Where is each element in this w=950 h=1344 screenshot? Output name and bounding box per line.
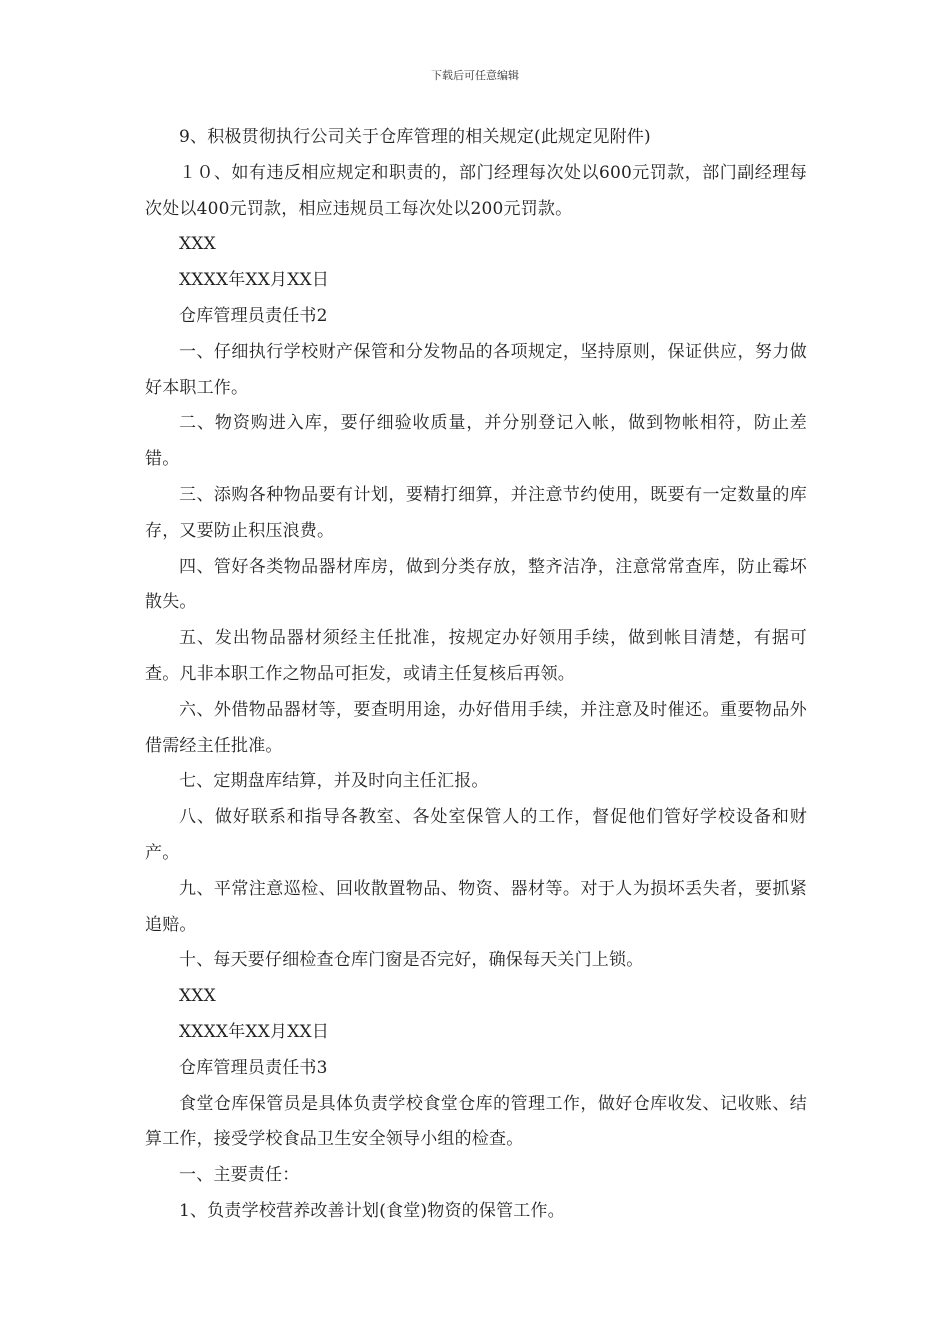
paragraph-intro: 食堂仓库保管员是具体负责学校食堂仓库的管理工作，做好仓库收发、记收账、结算工作，接受学校食品卫生安全领导小组的检查。 [145,1093,807,1150]
paragraph-item-4: 四、管好各类物品器材库房，做到分类存放，整齐洁净，注意常常查库，防止霉坏散失。 [145,556,807,613]
paragraph-item-9: 九、平常注意巡检、回收散置物品、物资、器材等。对于人为损坏丢失者，要抓紧追赔。 [145,878,807,935]
subsection-heading: 一、主要责任： [179,1165,300,1186]
paragraph-item-1: 一、仔细执行学校财产保管和分发物品的各项规定，坚持原则，保证供应，努力做好本职工作。 [145,341,807,398]
paragraph-item-5: 五、发出物品器材须经主任批准，按规定办好领用手续，做到帐目清楚，有据可查。凡非本职工作之物品可拒发，或请主任复核后再领。 [145,628,807,684]
paragraph-item-7: 七、定期盘库结算，并及时向主任汇报。 [179,771,489,792]
paragraph-item-6: 六、外借物品器材等，要查明用途，办好借用手续，并注意及时催还。重要物品外借需经主任批准。 [145,699,807,756]
section-title-2: 仓库管理员责任书2 [179,305,328,326]
page-header-note: 下载后可任意编辑 [431,69,519,82]
paragraph-item-3: 三、添购各种物品要有计划，要精打细算，并注意节约使用，既要有一定数量的库存，又要防止积压浪费。 [145,484,807,541]
section-title-3: 仓库管理员责任书3 [179,1057,328,1078]
signature-name: XXX [179,986,216,1007]
paragraph-duty-1: 1、负责学校营养改善计划(食堂)物资的保管工作。 [179,1200,565,1221]
paragraph-rule-10: １０、如有违反相应规定和职责的，部门经理每次处以600元罚款，部门副经理每次处以400元罚款，相应违规员工每次处以200元罚款。 [145,162,807,219]
paragraph-rule-9: 9、积极贯彻执行公司关于仓库管理的相关规定(此规定见附件) [179,127,651,147]
paragraph-item-8: 八、做好联系和指导各教室、各处室保管人的工作，督促他们管好学校设备和财产。 [145,807,807,863]
signature-name: XXX [179,234,216,255]
signature-date: XXXX年XX月XX日 [179,1021,330,1042]
document-body [145,120,807,1230]
signature-date: XXXX年XX月XX日 [179,270,330,291]
paragraph-item-10: 十、每天要仔细检查仓库门窗是否完好，确保每天关门上锁。 [179,950,644,971]
paragraph-item-2: 二、物资购进入库，要仔细验收质量，并分别登记入帐，做到物帐相符，防止差错。 [145,413,807,470]
